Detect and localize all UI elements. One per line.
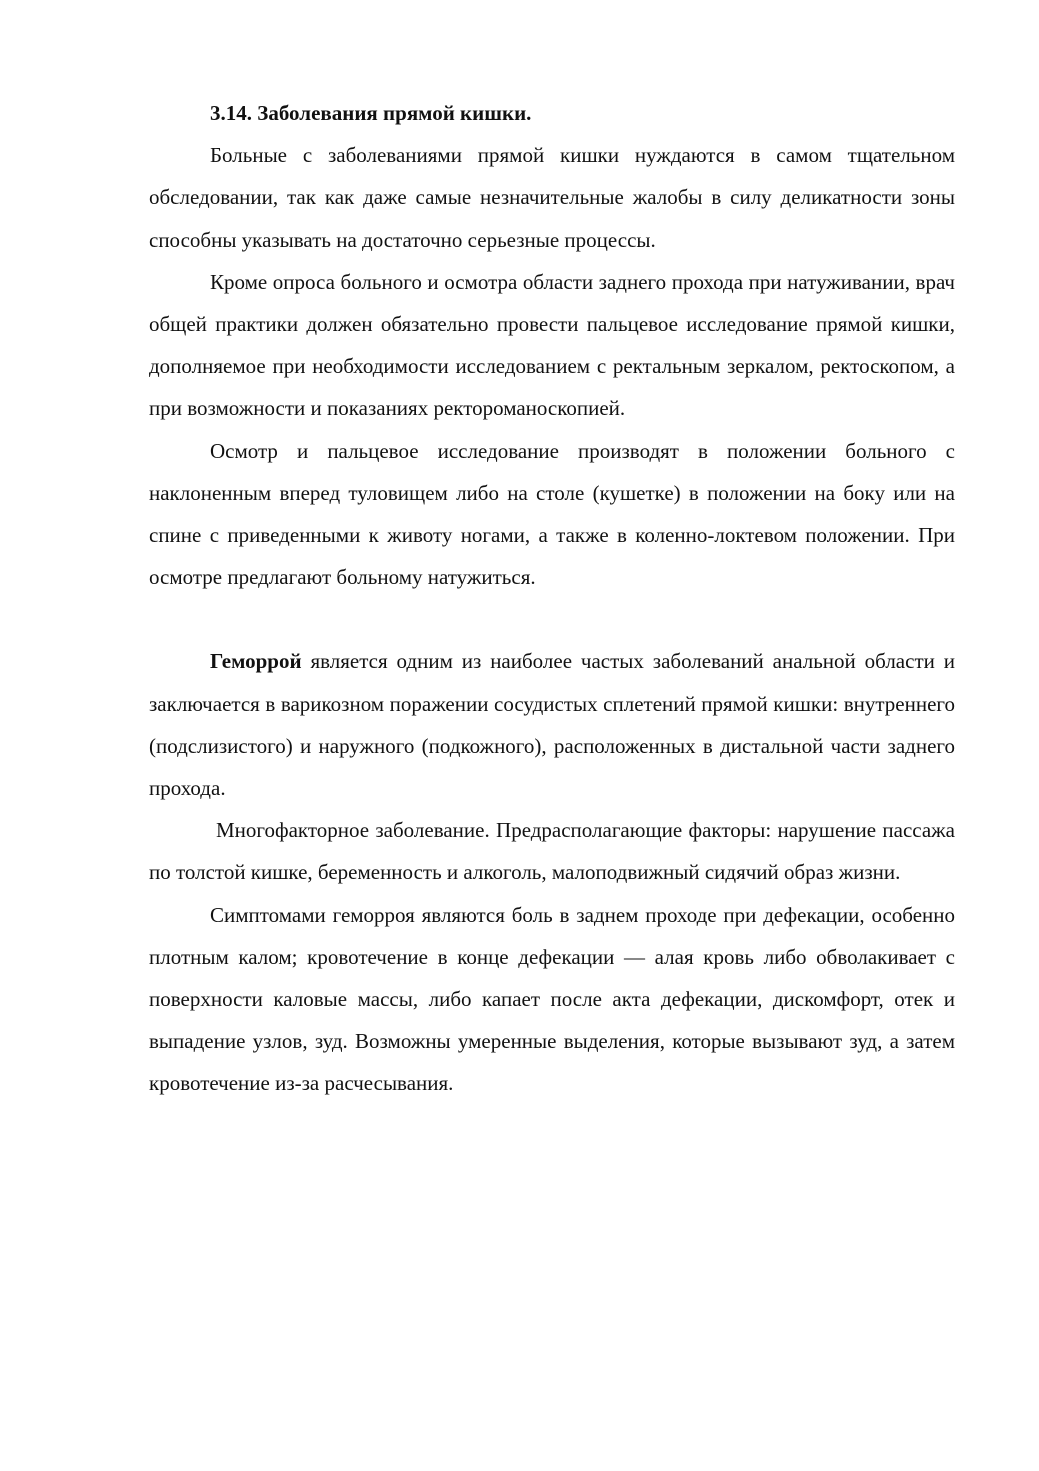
paragraph-hemorrhoids-text: является одним из наиболее частых заболеваний анальной области и заключается в варикозном поражении сосудистых сплетений прямой кишки: внутреннего (подслизистого) и наружного (подкожного), расположенных в дистальной части заднего прохода. — [149, 649, 955, 801]
paragraph-factors: Многофакторное заболевание. Предрасполагающие факторы: нарушение пассажа по толстой кишке, беременность и алкоголь, малоподвижный сидячий образ жизни. — [149, 818, 955, 885]
paragraph-hemorrhoids — [149, 640, 955, 809]
paragraph-intro: Больные с заболеваниями прямой кишки нуждаются в самом тщательном обследовании, так как даже самые незначительные жалобы в силу деликатности зоны способны указывать на достаточно серьезные процессы. — [149, 143, 955, 252]
paragraph-symptoms: Симптомами геморроя являются боль в заднем проходе при дефекации, особенно плотным калом; кровотечение в конце дефекации — алая кровь либо обволакивает с поверхности каловые массы, либо капает после акта дефекации, дискомфорт, отек и выпадение узлов, зуд. Возможны умеренные выделения, которые вызывают зуд, а затем кровотечение из-за расчесывания. — [149, 902, 955, 1096]
term-hemorrhoids: Геморрой — [210, 649, 302, 674]
section-heading: 3.14. Заболевания прямой кишки. — [210, 101, 532, 125]
paragraph-positions: Осмотр и пальцевое исследование производят в положении больного с наклоненным вперед туловищем либо на столе (кушетке) в положении на боку или на спине с приведенными к животу ногами, а также в коленно-локтевом положении. При осмотре предлагают больному натужиться. — [149, 438, 955, 590]
paragraph-spacer — [149, 598, 955, 640]
paragraph-examination: Кроме опроса больного и осмотра области заднего прохода при натуживании, врач общей практики должен обязательно провести пальцевое исследование прямой кишки, дополняемое при необходимости исследованием с ректальным зеркалом, ректоскопом, а при возможности и показаниях ректороманоскопией. — [149, 269, 955, 421]
document-page — [149, 92, 955, 1105]
